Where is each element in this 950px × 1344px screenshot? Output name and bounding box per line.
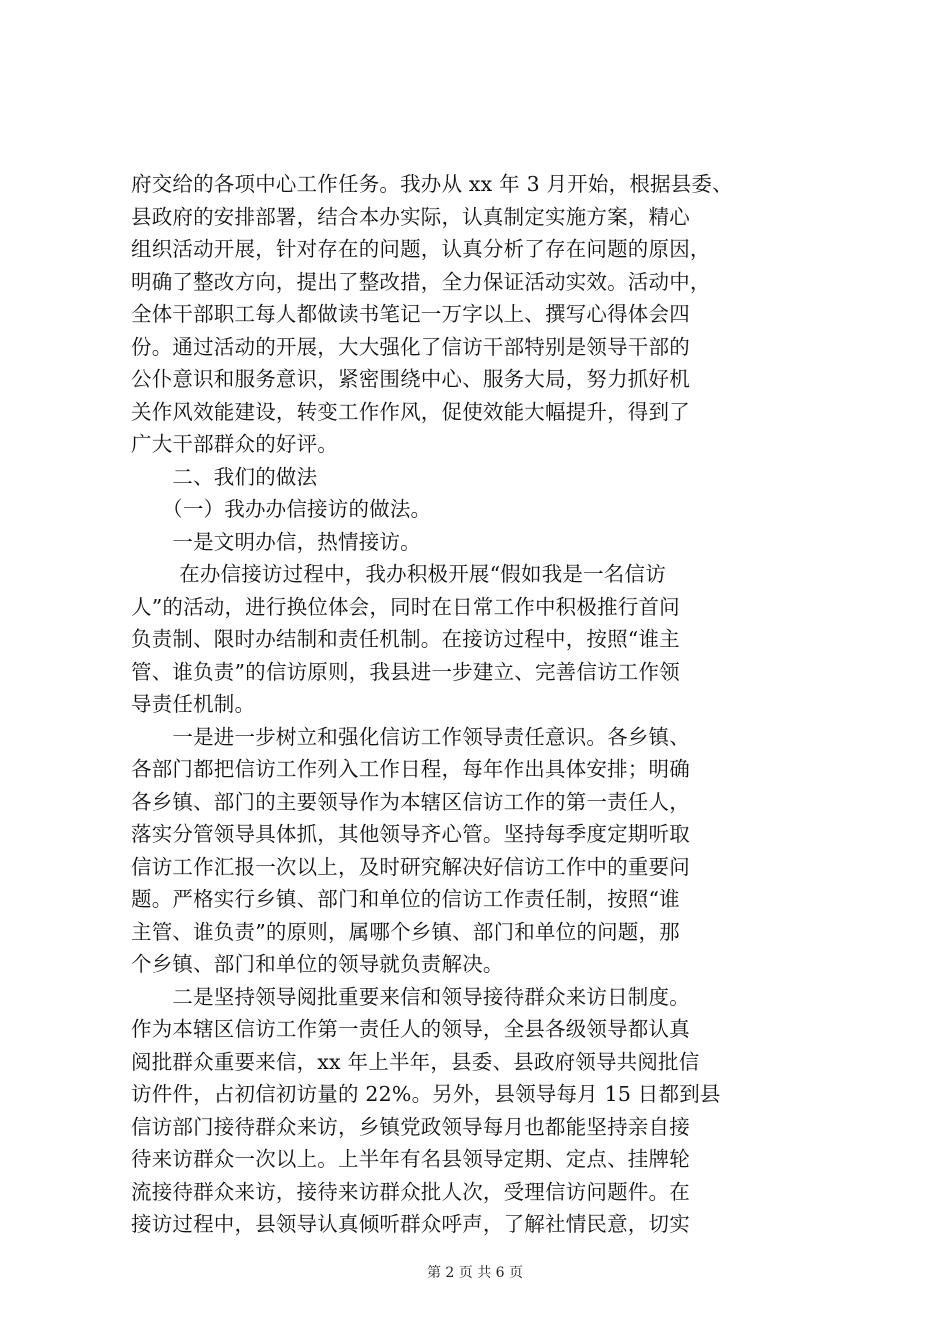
text-line: 组织活动开展，针对存在的问题，认真分析了存在问题的原因， xyxy=(131,237,711,261)
page-footer: 第 2 页 共 6 页 xyxy=(426,1265,524,1281)
text-line: （一）我办办信接访的做法。 xyxy=(131,497,432,521)
text-line: 各乡镇、部门的主要领导作为本辖区信访工作的第一责任人， xyxy=(131,789,690,814)
text-line: 落实分管领导具体抓，其他领导齐心管。坚持每季度定期听取 xyxy=(131,822,690,846)
text-line: 二是坚持领导阅批重要来信和领导接待群众来访日制度。 xyxy=(131,984,690,1009)
text-line: 待来访群众一次以上。上半年有名县领导定期、定点、挂牌轮 xyxy=(131,1147,690,1171)
text-line: 导责任机制。 xyxy=(131,692,256,716)
text-line: 信访工作汇报一次以上，及时研究解决好信访工作中的重要问 xyxy=(131,854,690,879)
text-line: 二、我们的做法 xyxy=(131,464,318,489)
text-line: 份。通过活动的开展，大大强化了信访干部特别是领导干部的 xyxy=(131,334,690,359)
text-line: 一是进一步树立和强化信访工作领导责任意识。各乡镇、 xyxy=(131,724,690,749)
text-line: 主管、谁负责”的原则，属哪个乡镇、部门和单位的问题，那 xyxy=(131,919,680,944)
text-line: 个乡镇、部门和单位的领导就负责解决。 xyxy=(131,952,504,976)
text-line: 各部门都把信访工作列入工作日程，每年作出具体安排；明确 xyxy=(131,757,690,781)
text-line: 全体干部职工每人都做读书笔记一万字以上、撰写心得体会四 xyxy=(131,302,690,326)
text-line: 县政府的安排部署，结合本办实际，认真制定实施方案，精心 xyxy=(131,204,690,229)
text-line: 信访部门接待群众来访，乡镇党政领导每月也都能坚持亲自接 xyxy=(131,1114,690,1139)
text-line: 作为本辖区信访工作第一责任人的领导，全县各级领导都认真 xyxy=(131,1017,690,1041)
text-line: 人”的活动，进行换位体会，同时在日常工作中积极推行首问 xyxy=(131,594,680,619)
text-line: 阅批群众重要来信，xx 年上半年，县委、县政府领导共阅批信 xyxy=(131,1049,700,1074)
text-line: 接访过程中，县领导认真倾听群众呼声，了解社情民意，切实 xyxy=(131,1212,690,1236)
text-line: 关作风效能建设，转变工作作风，促使效能大幅提升，得到了 xyxy=(131,399,690,424)
text-line: 广大干部群众的好评。 xyxy=(131,432,338,456)
text-line: 访件件，占初信初访量的 22%。另外，县领导每月 15 日都到县 xyxy=(131,1082,721,1106)
body-text xyxy=(131,168,831,1241)
text-line: 明确了整改方向，提出了整改措，全力保证活动实效。活动中， xyxy=(131,269,711,294)
text-line: 一是文明办信，热情接访。 xyxy=(131,529,421,554)
text-line: 流接待群众来访，接待来访群众批人次，受理信访问题件。在 xyxy=(131,1179,690,1204)
text-line: 题。严格实行乡镇、部门和单位的信访工作责任制，按照“谁 xyxy=(131,887,680,911)
text-line: 公仆意识和服务意识，紧密围绕中心、服务大局，努力抓好机 xyxy=(131,367,690,391)
text-line: 在办信接访过程中，我办积极开展“假如我是一名信访 xyxy=(131,562,666,586)
text-line: 府交给的各项中心工作任务。我办从 xx 年 3 月开始，根据县委、 xyxy=(131,172,733,196)
text-line: 负责制、限时办结制和责任机制。在接访过程中，按照“谁主 xyxy=(131,627,680,651)
text-line: 管、谁负责”的信访原则，我县进一步建立、完善信访工作领 xyxy=(131,659,680,684)
